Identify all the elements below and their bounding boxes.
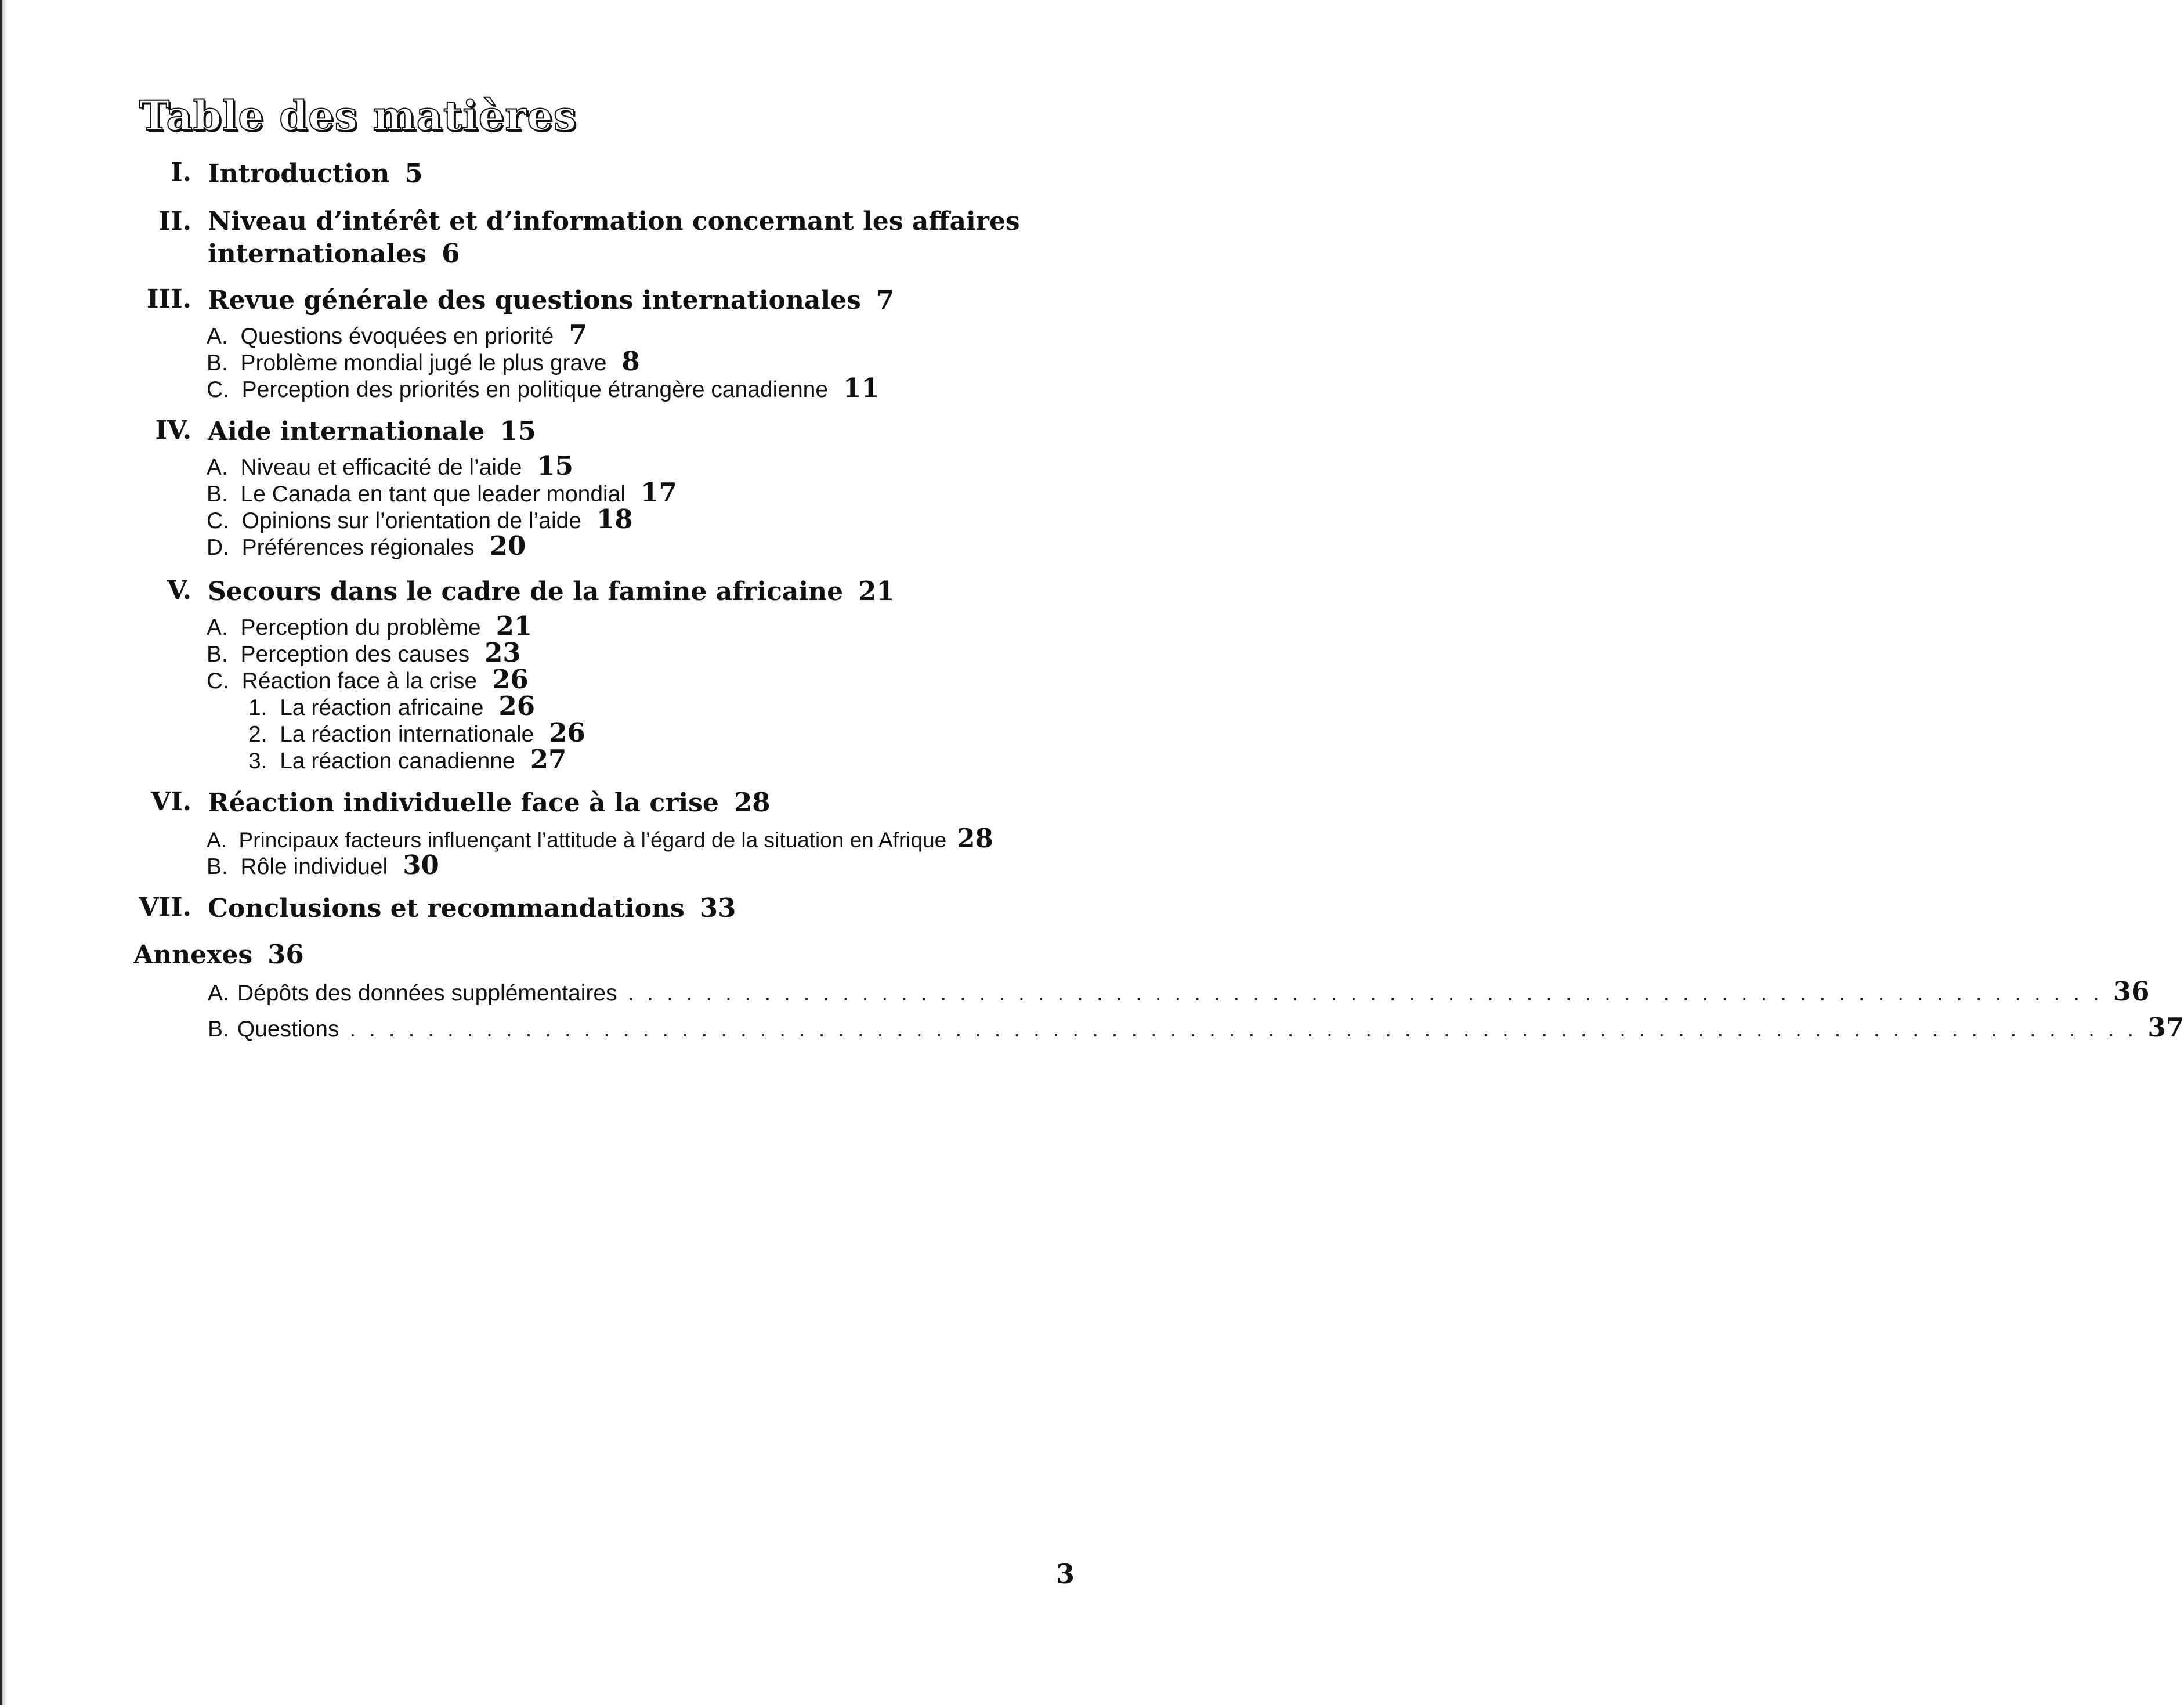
item-text: Niveau et efficacité de l’aide [240,455,522,480]
scan-edge [0,0,8,1705]
item-label: B. [207,854,228,879]
item-label: C. [207,508,229,533]
item-label: 2. [248,722,267,747]
page-ref: 11 [843,373,880,403]
section-number: III. [146,284,191,314]
section-number: I. [171,158,191,187]
item-text: Perception du problème [240,615,481,640]
page-ref: 21 [858,576,895,606]
section-number: VI. [150,787,191,817]
page-ref: 27 [530,744,567,775]
item-label: C. [207,669,229,693]
item-text: Problème mondial jugé le plus grave [240,351,607,375]
item-text: Principaux facteurs influençant l’attitude à l’égard de la situation en Afrique [238,828,947,852]
toc-subitem [208,976,2150,1007]
item-label: A. [207,324,228,349]
page-ref: 7 [569,319,587,350]
item-text: Dépôts des données supplémentaires [237,981,617,1006]
item-text: Préférences régionales [241,535,475,560]
item-label: B. [207,482,228,507]
page-ref: 37 [2147,1012,2184,1043]
page-ref: 7 [876,284,895,315]
page-ref: 33 [699,893,736,923]
item-text: Le Canada en tant que leader mondial [240,482,626,507]
section-title-line-1: Niveau d’intérêt et d’information concernant les affaires [208,207,1020,236]
section-title-line-2: internationales [208,239,427,269]
item-text: La réaction canadienne [280,749,515,774]
section-heading [208,158,423,189]
item-text: Perception des causes [240,642,470,667]
page-ref: 30 [403,850,439,880]
item-label: B. [207,642,228,667]
page-ref: 26 [498,691,536,721]
item-text: Questions [237,1017,339,1042]
toc-subitem [207,373,880,403]
section-title: Réaction individuelle face à la crise [208,788,719,818]
item-label: B. [208,1017,229,1042]
item-label: D. [207,535,229,560]
section-title: Aide internationale [208,417,485,446]
page-ref: 36 [267,939,304,970]
page-ref: 36 [2113,976,2150,1007]
section-heading [208,787,771,818]
page-title: Table des matières [139,92,577,140]
section-title: Revue générale des questions internationales [208,286,861,315]
toc-subitem [207,850,439,880]
toc-subitem [208,1012,2184,1043]
page-ref: 8 [621,346,640,377]
page-ref: 21 [496,611,533,641]
dot-leader: . . . . . . . . . . . . . . . . . . . . . . . . . . . . . . . . . . . . . . . . . . . . . . . . . . . . . . . . . . . . . . . . . . . . . . . . . . . . . . . . . . . . . . . . . . . . [349,1017,2138,1042]
item-text: Rôle individuel [240,854,388,879]
item-label: C. [207,377,229,402]
page-number: 3 [1056,1558,1075,1590]
section-heading [208,893,736,923]
section-number: V. [167,576,191,605]
item-text: Perception des priorités en politique étrangère canadienne [241,377,829,402]
item-label: 1. [248,695,267,720]
page-ref: 5 [404,158,423,189]
page-ref: 26 [549,717,585,748]
page-ref: 28 [957,823,993,854]
section-title: Secours dans le cadre de la famine africaine [208,577,844,606]
toc-subitem [207,530,526,561]
dot-leader: . . . . . . . . . . . . . . . . . . . . . . . . . . . . . . . . . . . . . . . . . . . . . . . . . . . . . . . . . . . . . . . . . . . . . . . . . . . . [627,981,2103,1006]
page-ref: 18 [596,504,633,534]
section-heading [208,576,895,606]
item-text: Opinions sur l’orientation de l’aide [241,508,582,533]
section-title: Conclusions et recommandations [208,894,685,923]
section-number: II. [158,207,191,236]
section-number: VII. [139,893,191,922]
item-label: B. [207,351,228,375]
item-text: La réaction internationale [280,722,534,747]
section-heading [208,238,460,269]
section-number: IV. [155,416,191,445]
page-ref: 28 [733,787,771,818]
annexes-title: Annexes [133,940,253,970]
page-ref: 15 [537,450,574,481]
page-ref: 15 [500,416,536,446]
toc-subsubitem [248,744,566,775]
item-text: Réaction face à la crise [241,669,478,693]
item-label: A. [208,981,229,1006]
item-label: 3. [248,749,267,774]
item-text: Questions évoquées en priorité [240,324,554,349]
item-label: A. [207,615,228,640]
section-heading [208,416,536,446]
page-ref: 26 [492,664,529,695]
item-text: La réaction africaine [280,695,484,720]
item-label: A. [207,455,228,480]
item-label: A. [207,828,227,852]
page-ref: 23 [484,637,521,668]
page-ref: 6 [442,238,460,269]
section-heading [208,284,894,315]
page-ref: 17 [641,477,677,508]
section-heading [133,939,304,970]
page-ref: 20 [489,530,526,561]
section-title: Introduction [208,159,390,189]
